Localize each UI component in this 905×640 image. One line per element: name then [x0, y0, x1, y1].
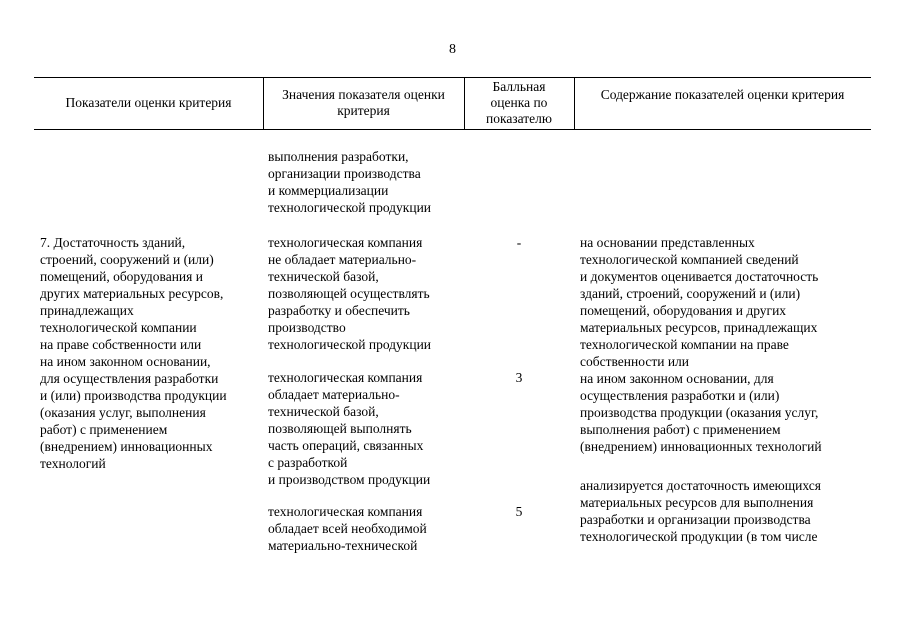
score-option-3: 5 [515, 504, 523, 519]
value-option-2: технологическая компания обладает материально- технической базой, позволяющей выполнять часть операций, связанных с разработкой и производством продукции [268, 370, 431, 487]
header-content: Содержание показателей оценки критерия [600, 87, 845, 102]
content-paragraph-1: на основании представленных технологической компанией сведений и документов оценивается достаточность зданий, строений, сооружений и (или) помещений, оборудования и других материальных ресурсов, принадлежащих технологической компании на праве собственности или на ином законном основании, для осуществления разработки и (или) производства продукции (оказания услуг, выполнения работ) с применением (внедрением) инновационных технологий [580, 235, 822, 454]
score-option-2: 3 [515, 370, 523, 385]
table-header-bottom-border [34, 129, 871, 130]
value-option-1: технологическая компания не обладает материально- технической базой, позволяющей осуществлять разработку и обеспечить производство технологической продукции [268, 235, 432, 352]
column-divider [464, 77, 465, 129]
column-divider [574, 77, 575, 129]
header-indicators: Показатели оценки критерия [65, 95, 232, 110]
table-top-border [34, 77, 871, 78]
content-paragraph-2: анализируется достаточность имеющихся материальных ресурсов для выполнения разработки и организации производства технологической продукции (в том числе [580, 478, 821, 544]
carryover-value-text: выполнения разработки, организации производства и коммерциализации технологической продукции [268, 149, 432, 215]
criterion-text: 7. Достаточность зданий, строений, сооружений и (или) помещений, оборудования и других материальных ресурсов, принадлежащих технологической компании на праве собственности или на ином законном основании, для осуществления разработки и (или) производства продукции (оказания услуг, выполнения работ) с применением (внедрением) инновационных технологий [40, 235, 227, 471]
header-score: Балльная оценка по показателю [485, 79, 552, 126]
value-option-3: технологическая компания обладает всей необходимой материально-технической [268, 504, 427, 553]
score-option-1: - [516, 235, 522, 250]
header-indicator-values: Значения показателя оценки критерия [282, 87, 445, 118]
page-number: 8 [449, 42, 456, 57]
